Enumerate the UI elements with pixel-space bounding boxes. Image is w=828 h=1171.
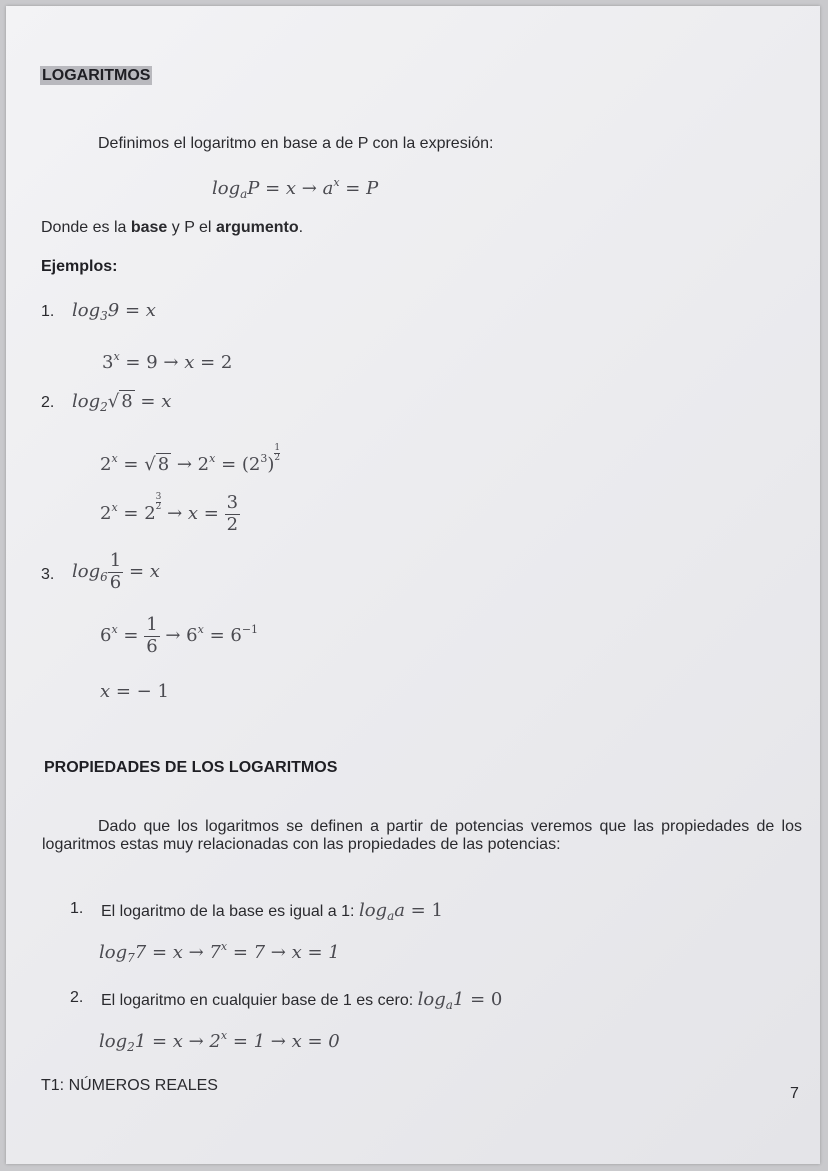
example-number: 3. (41, 566, 55, 583)
example-step: $2^x = 2$ $\frac{3}{2}$ → x = $\frac{3}{2}$ (100, 492, 239, 535)
example-statement: $\log_2√$ 8 = x (72, 391, 172, 414)
property-example: $\log_77 = x \to 7^x = 7 \to x = 1$ (99, 940, 340, 965)
property-text: El logaritmo en cualquier base de 1 es cero: $\log_a1 = 0$ (101, 989, 503, 1012)
page-title: LOGARITMOS (42, 67, 151, 84)
where-line: Donde es la base y P el argumento. (41, 219, 304, 236)
example-step: x = − 1 (100, 681, 169, 702)
example-statement: $\log_39 = x$ (72, 300, 156, 323)
example-number: 1. (41, 303, 55, 320)
example-step: $3^x = 9 \to x = 2$ (102, 350, 233, 373)
section-heading: PROPIEDADES DE LOS LOGARITMOS (44, 759, 338, 776)
example-step: $2^x$ = √ $8 \to 2^x = (2^3)$ $\frac{1}{2}$ (100, 443, 281, 475)
definition-intro: Definimos el logaritmo en base a de P con la expresión: (98, 135, 494, 152)
property-number: 2. (70, 989, 84, 1006)
property-number: 1. (70, 900, 84, 917)
examples-heading: Ejemplos: (41, 258, 118, 275)
document-page (6, 6, 820, 1164)
definition-formula: $\log_aP = x \to a^x = P$ (212, 176, 379, 201)
footer-chapter: T1: NÚMEROS REALES (41, 1077, 218, 1094)
property-example: $\log_21 = x \to 2^x = 1 \to x = 0$ (99, 1029, 340, 1054)
property-text: El logaritmo de la base es igual a 1: $\log_aa = 1$ (101, 900, 443, 923)
properties-intro: Dado que los logaritmos se definen a partir de potencias veremos que las propiedades de los logaritmos estas muy relacionadas con las propiedades de las potencias: (42, 818, 802, 853)
page-number: 7 (790, 1085, 799, 1102)
example-number: 2. (41, 394, 55, 411)
example-step: $6^x$ = $\frac{1}{6}$ → $6^x = 6^{-1}$ (100, 614, 259, 657)
example-statement: $\log_6$ $\frac{1}{6}$ = x (72, 550, 160, 593)
